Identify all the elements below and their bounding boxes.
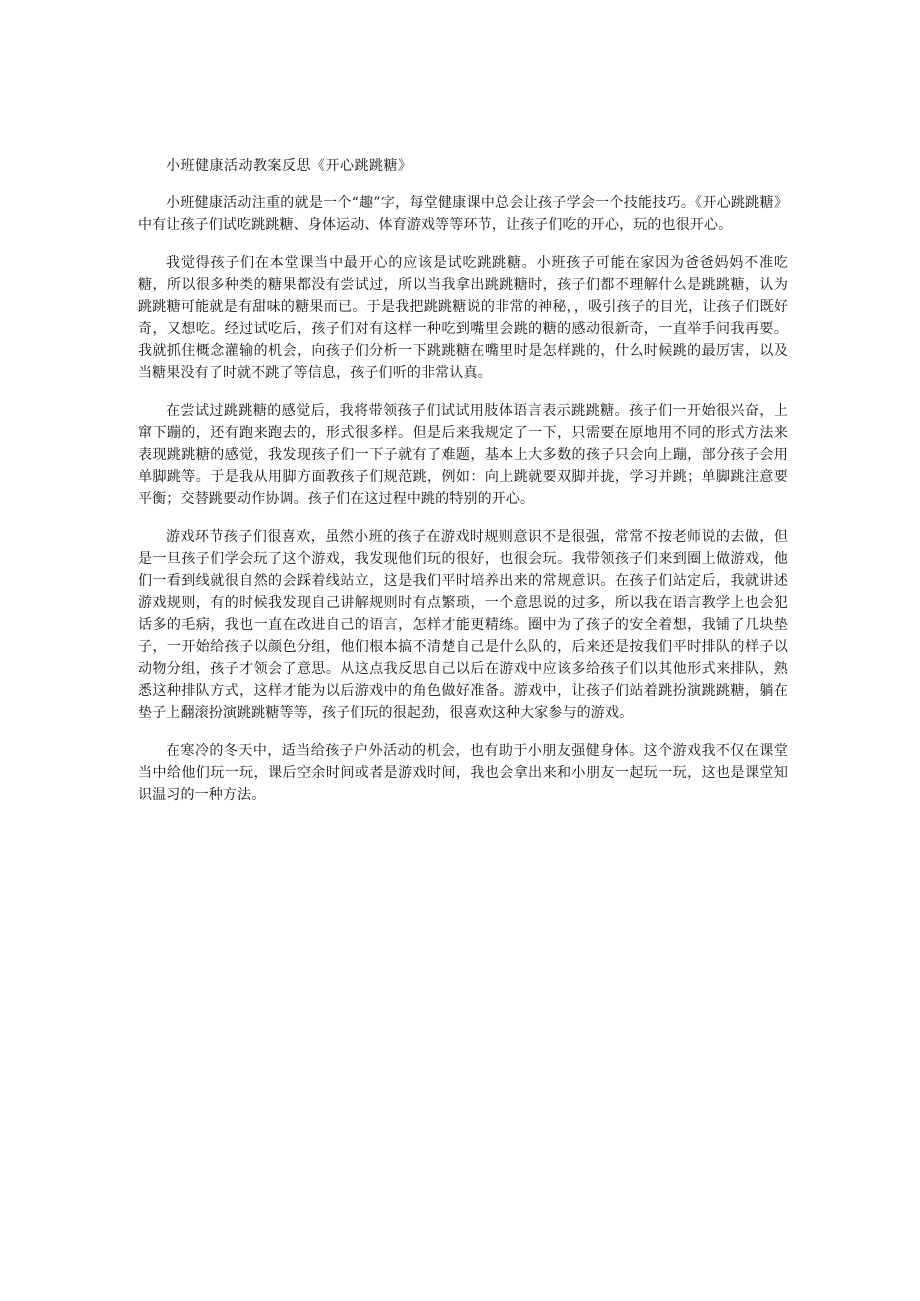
paragraph-game-session: 游戏环节孩子们很喜欢，虽然小班的孩子在游戏时规则意识不是很强，常常不按老师说的去做，但是一旦孩子们学会玩了这个游戏，我发现他们玩的很好，也很会玩。我带领孩子们来到圈上做游戏，他们一看到线就很自然的会踩着线站立，这是我们平时培养出来的常规意识。在孩子们站定后，我就讲述游戏规则，有的时候我发现自己讲解规则时有点繁琐，一个意思说的过多，所以我在语言教学上也会犯话多的毛病，我也一直在改进自己的语言，怎样才能更精练。圈中为了孩子的安全着想，我铺了几块垫子，一开始给孩子以颜色分组，他们根本搞不清楚自己是什么队的，后来还是按我们平时排队的样子以动物分组，孩子才领会了意思。从这点我反思自己以后在游戏中应该多给孩子们以其他形式来排队，熟悉这种排队方式，这样才能为以后游戏中的角色做好准备。游戏中，让孩子们站着跳扮演跳跳糖，躺在垫子上翻滚扮演跳跳糖等等，孩子们玩的很起劲，很喜欢这种大家参与的游戏。	[138, 529, 788, 721]
paragraph-tasting-candy: 我觉得孩子们在本堂课当中最开心的应该是试吃跳跳糖。小班孩子可能在家因为爸爸妈妈不准吃糖，所以很多种类的糖果都没有尝试过，所以当我拿出跳跳糖时，孩子们都不理解什么是跳跳糖，认为跳跳糖可能就是有甜味的糖果而已。于是我把跳跳糖说的非常的神秘，，吸引孩子的目光，让孩子们既好奇，又想吃。经过试吃后，孩子们对有这样一种吃到嘴里会跳的糖的感动很新奇，一直举手问我再要。我就抓住概念灌输的机会，向孩子们分析一下跳跳糖在嘴里时是怎样跳的，什么时候跳的最厉害，以及当糖果没有了时就不跳了等信息，孩子们听的非常认真。	[138, 255, 788, 381]
document-page	[138, 155, 788, 822]
paragraph-conclusion: 在寒冷的冬天中，适当给孩子户外活动的机会，也有助于小朋友强健身体。这个游戏我不仅在课堂当中给他们玩一玩，课后空余时间或者是游戏时间，我也会拿出来和小朋友一起玩一玩，这也是课堂知识温习的一种方法。	[138, 743, 788, 803]
paragraph-body-language: 在尝试过跳跳糖的感觉后，我将带领孩子们试试用肢体语言表示跳跳糖。孩子们一开始很兴奋，上窜下蹦的，还有跑来跑去的，形式很多样。但是后来我规定了一下，只需要在原地用不同的形式方法来表现跳跳糖的感觉，我发现孩子们一下子就有了难题，基本上大多数的孩子只会向上蹦，部分孩子会用单脚跳等。于是我从用脚方面教孩子们规范跳，例如：向上跳就要双脚并拢，学习并跳；单脚跳注意要平衡；交替跳要动作协调。孩子们在这过程中跳的特别的开心。	[138, 403, 788, 507]
document-title: 小班健康活动教案反思《开心跳跳糖》	[166, 158, 413, 174]
paragraph-intro: 小班健康活动注重的就是一个“趣”字，每堂健康课中总会让孩子学会一个技能技巧。《开心跳跳糖》中有让孩子们试吃跳跳糖、身体运动、体育游戏等等环节，让孩子们吃的开心，玩的也很开心。	[138, 195, 788, 233]
